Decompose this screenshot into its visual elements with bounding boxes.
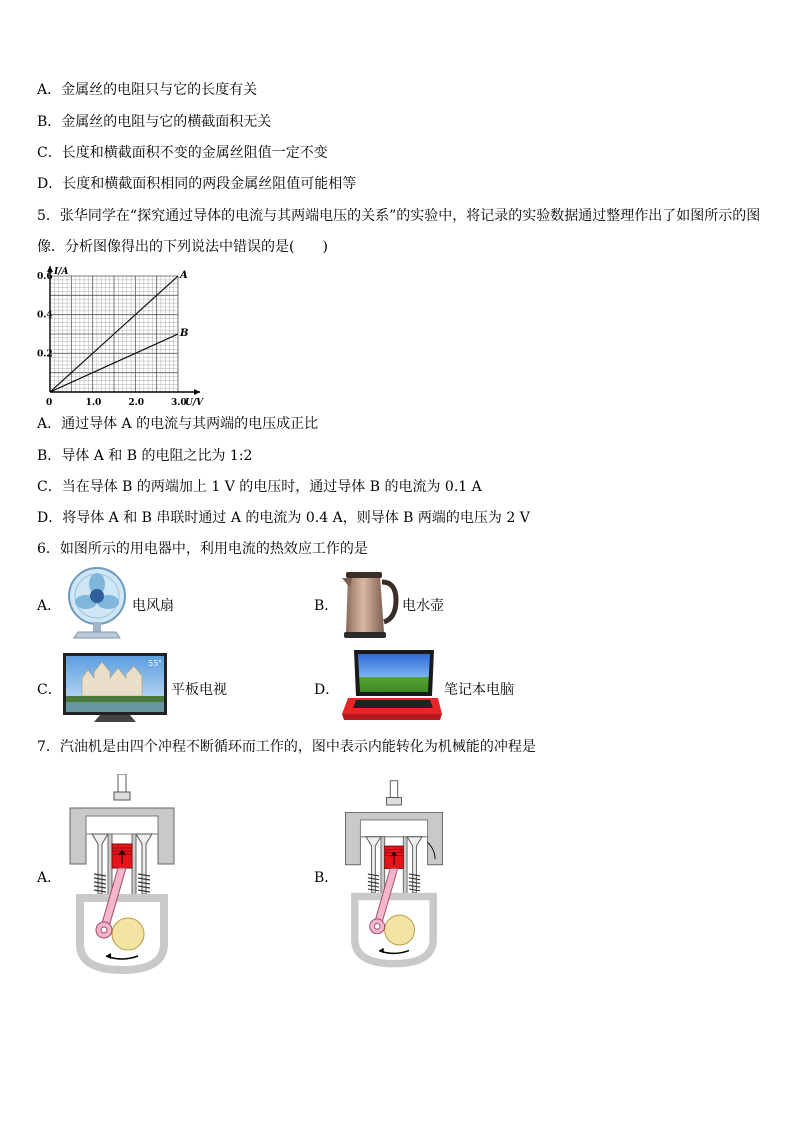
intake-valve	[92, 834, 108, 894]
engine-stroke-a-icon	[62, 774, 182, 976]
spark-plug-base	[387, 798, 402, 805]
series-label-b: B	[180, 328, 189, 339]
cylinder-wall	[381, 837, 385, 895]
laptop-icon	[340, 648, 442, 726]
q7-option-b-letter: B．	[314, 870, 339, 886]
spark-plug	[390, 781, 397, 798]
x-tick-label: 0	[46, 398, 53, 408]
x-tick-label: 2.0	[128, 398, 145, 408]
cylinder-wall	[108, 834, 112, 896]
q7-stem: 7．汽油机是由四个冲程不断循环而工作的，图中表示内能转化为机械能的冲程是	[37, 739, 536, 755]
flywheel	[112, 918, 144, 950]
q5-stem-line1: 5．张华同学在“探究通过导体的电流与其两端电压的关系”的实验中，将记录的实验数据通过整理作出了如图所示的图	[37, 208, 761, 224]
combustion-chamber	[360, 820, 427, 837]
spark-plug-base	[114, 792, 130, 800]
q6-option-b-letter: B．	[314, 598, 339, 614]
x-axis-label: U/V	[185, 398, 204, 408]
q4-option-c: C．长度和横截面积不变的金属丝阻值一定不变	[37, 145, 328, 161]
q5-stem-line2: 像．分析图像得出的下列说法中错误的是( )	[37, 239, 328, 255]
q4-option-a: A．金属丝的电阻只与它的长度有关	[37, 82, 258, 98]
q6-option-a-letter: A．	[37, 598, 62, 614]
q7-option-a-letter: A．	[37, 870, 62, 886]
engine-stroke-b-icon	[338, 780, 450, 970]
flywheel	[385, 915, 415, 945]
spark-plug	[118, 774, 126, 792]
q5-option-a: A．通过导体 A 的电流与其两端的电压成正比	[37, 416, 319, 432]
crank-pin-hole	[374, 924, 380, 930]
tv-size-badge: 55"	[148, 659, 162, 668]
cylinder-wall	[132, 834, 136, 896]
intake-valve	[366, 837, 381, 893]
q4-option-d: D．长度和横截面积相同的两段金属丝阻值可能相等	[37, 176, 357, 192]
q5-option-c: C．当在导体 B 的两端加上 1 V 的电压时，通过导体 B 的电流为 0.1 A	[37, 479, 482, 495]
q4-option-b: B．金属丝的电阻与它的横截面积无关	[37, 114, 272, 130]
q5-chart	[34, 262, 214, 408]
q6-option-a-name: 电风扇	[132, 598, 174, 614]
tv-icon	[62, 652, 168, 724]
y-axis-label: I/A	[54, 267, 69, 277]
q5-option-b: B．导体 A 和 B 的电阻之比为 1:2	[37, 448, 253, 464]
chart-axes	[47, 266, 200, 395]
q6-option-c-name: 平板电视	[171, 682, 227, 698]
cylinder-wall	[403, 837, 407, 895]
q6-option-d-name: 笔记本电脑	[444, 682, 514, 698]
x-tick-label: 1.0	[85, 398, 102, 408]
combustion-chamber	[86, 816, 158, 834]
y-tick-label: 0.6	[37, 272, 53, 282]
q6-stem: 6．如图所示的用电器中，利用电流的热效应工作的是	[37, 541, 368, 557]
q5-option-d: D．将导体 A 和 B 串联时通过 A 的电流为 0.4 A，则导体 B 两端的电压为 2 V	[37, 510, 530, 526]
crank-pin-hole	[101, 927, 107, 933]
q6-option-d-letter: D．	[314, 682, 340, 698]
exhaust-valve	[136, 834, 152, 894]
kettle-icon	[340, 568, 400, 640]
q6-option-b-name: 电水壶	[402, 598, 444, 614]
y-tick-label: 0.4	[37, 310, 53, 321]
x-tick-label: 3.0	[171, 398, 187, 408]
x-axis-arrow	[194, 389, 200, 395]
fan-icon	[62, 566, 132, 644]
y-tick-label: 0.2	[37, 349, 53, 360]
q6-option-c-letter: C．	[37, 682, 62, 698]
exhaust-valve	[407, 837, 422, 893]
series-label-a: A	[180, 270, 188, 281]
